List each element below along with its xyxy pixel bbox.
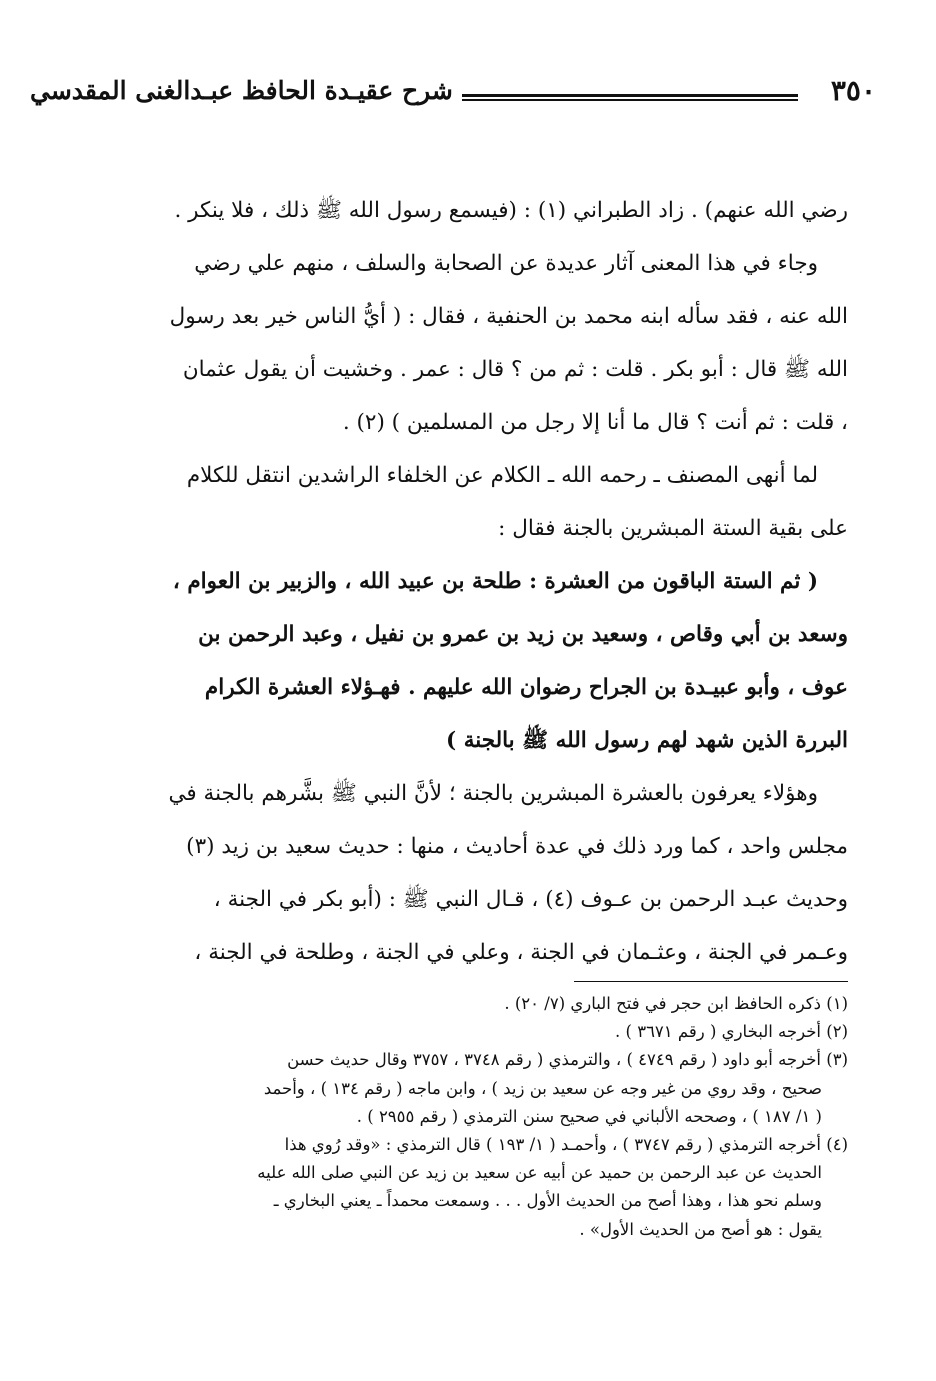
running-title: شرح عقيـدة الحافظ عبـدالغنى المقدسي [30, 76, 453, 105]
matn-line: وسعد بن أبي وقاص ، وسعيد بن زيد بن عمرو بن نفيل ، وعبد الرحمن بن [198, 622, 848, 647]
footnote-line: (١) ذكره الحافظ ابن حجر في فتح الباري (٧/ ٢٠) . [504, 994, 848, 1013]
footnote-line: ( ١/ ١٨٧ ) ، وصححه الألباني في صحيح سنن الترمذي ( رقم ٢٩٥٥ ) . [356, 1106, 822, 1126]
footnote-line: الحديث عن عبد الرحمن بن حميد عن أبيه عن سعيد بن زيد عن النبي صلى الله عليه [257, 1163, 822, 1183]
matn-line: البررة الذين شهد لهم رسول الله ﷺ بالجنة ) [446, 728, 848, 753]
paragraph-line: رضي الله عنهم) . زاد الطبراني (١) : (فيسمع رسول الله ﷺ ذلك ، فلا ينكر . [174, 198, 848, 223]
paragraph-line: الله عنه ، فقد سأله ابنه محمد بن الحنفية ، فقال : ( أيُّ الناس خير بعد رسول [169, 304, 848, 329]
footnotes [70, 990, 848, 1244]
footnote-line: (٢) أخرجه البخاري ( رقم ٣٦٧١ ) . [615, 1022, 848, 1042]
paragraph-line: وعـمر في الجنة ، وعثـمان في الجنة ، وعلي في الجنة ، وطلحة في الجنة ، [194, 940, 848, 965]
paragraph-line: على بقية الستة المبشرين بالجنة فقال : [498, 516, 848, 541]
footnote-line: (٤) أخرجه الترمذي ( رقم ٣٧٤٧ ) ، وأحمـد ( ١/ ١٩٣ ) قال الترمذي : «وقد رُوي هذا [284, 1134, 848, 1154]
footnote-separator [574, 981, 848, 982]
paragraph-line: الله ﷺ قال : أبو بكر . قلت : ثم من ؟ قال : عمر . وخشيت أن يقول عثمان [182, 357, 848, 382]
page-number: ٣٥٠ [830, 74, 876, 107]
footnote-line: يقول : هو أصح من الحديث الأول» . [579, 1219, 822, 1239]
paragraph-line: لما أنهى المصنف ـ رحمه الله ـ الكلام عن الخلفاء الراشدين انتقل للكلام [186, 463, 818, 488]
matn-line: ( ثم الستة الباقون من العشرة : طلحة بن عبيد الله ، والزبير بن العوام ، [172, 569, 818, 594]
body-text [76, 184, 848, 979]
paragraph-line: وهؤلاء يعرفون بالعشرة المبشرين بالجنة ؛ لأنَّ النبي ﷺ بشَّرهم بالجنة في [168, 781, 818, 806]
paragraph-line: مجلس واحد ، كما ورد ذلك في عدة أحاديث ، منها : حديث سعيد بن زيد (٣) [186, 834, 848, 859]
paragraph-line: وحديث عبـد الرحمن بن عـوف (٤) ، قـال النبي ﷺ : (أبو بكر في الجنة ، [213, 887, 848, 912]
footnote-line: (٣) أخرجه أبو داود ( رقم ٤٧٤٩ ) ، والترمذي ( رقم ٣٧٤٨ ، ٣٧٥٧ وقال حديث حسن [287, 1050, 848, 1070]
matn-line: عوف ، وأبو عبيـدة بن الجراح رضوان الله عليهم . فهـؤلاء العشرة الكرام [204, 675, 848, 700]
paragraph-line: وجاء في هذا المعنى آثار عديدة عن الصحابة والسلف ، منهم علي رضي [194, 251, 818, 276]
footnote-line: صحيح ، وقد روي من غير وجه عن سعيد بن زيد ) ، وابن ماجه ( رقم ١٣٤ ) ، وأحمد [263, 1078, 822, 1098]
footnote-line: وسلم نحو هذا ، وهذا أصح من الحديث الأول . . . وسمعت محمداً ـ يعني البخاري ـ [273, 1191, 822, 1211]
paragraph-line: ، قلت : ثم أنت ؟ قال ما أنا إلا رجل من المسلمين ) (٢) . [342, 410, 848, 435]
page-header [30, 72, 876, 122]
header-rule [462, 94, 798, 101]
